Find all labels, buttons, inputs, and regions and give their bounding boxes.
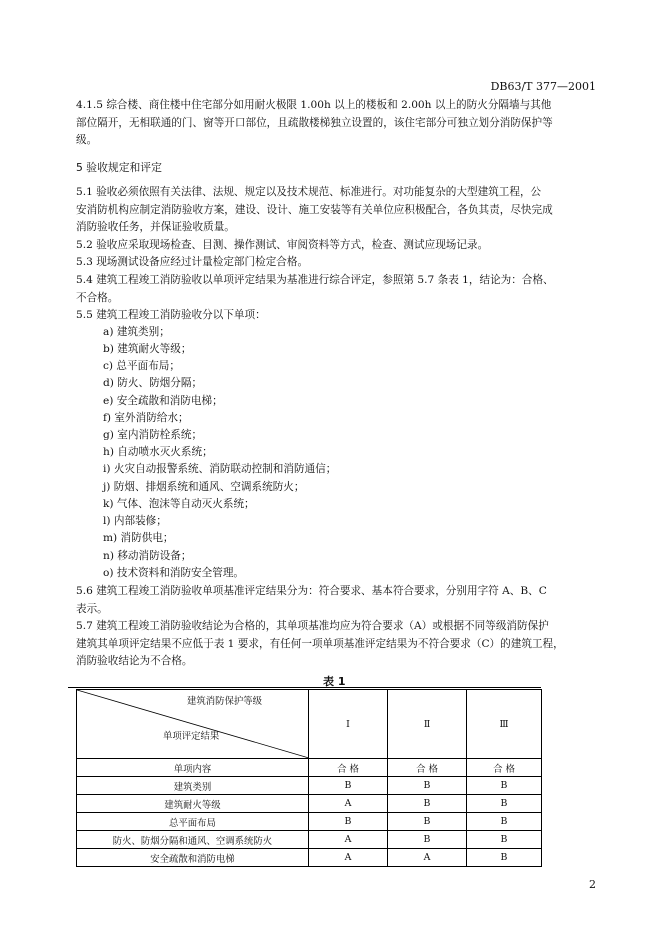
- cell: 合 格: [467, 759, 542, 777]
- list-item: b) 建筑耐火等级；: [103, 343, 192, 355]
- row-label: 建筑类别: [77, 777, 309, 795]
- cell: B: [388, 777, 467, 795]
- cell: 合 格: [388, 759, 467, 777]
- clause-line: 消防验收任务，并保证验收质量。: [76, 221, 235, 233]
- clause-5-4: [76, 272, 600, 307]
- list-item: e) 安全疏散和消防电梯；: [103, 395, 223, 407]
- diag-top-label: 建筑消防保护等级: [187, 696, 263, 707]
- cell: B: [309, 777, 388, 795]
- cell: A: [388, 849, 467, 867]
- table-top-rule: [68, 687, 541, 688]
- row-label: 安全疏散和消防电梯: [77, 849, 309, 867]
- clause-line: 表示。: [76, 602, 108, 615]
- cell: A: [309, 831, 388, 849]
- row-label: 单项内容: [77, 759, 309, 777]
- clause-5-7: [76, 618, 600, 671]
- clause-line: 消防验收结论为不合格。: [76, 655, 193, 667]
- cell: 合 格: [309, 759, 388, 777]
- table-row: [77, 759, 542, 777]
- table-row: [77, 849, 542, 867]
- list-item: i) 火灾自动报警系统、消防联动控制和消防通信；: [103, 463, 337, 475]
- row-label: 防火、防烟分隔和通风、空调系统防火: [77, 831, 309, 849]
- cell: A: [309, 795, 388, 813]
- list-item: l) 内部装修；: [103, 515, 167, 527]
- page-number: 2: [589, 878, 596, 891]
- cell: B: [467, 813, 542, 831]
- table-caption: 表 1: [323, 675, 346, 688]
- clause-line: 级。: [76, 134, 98, 146]
- list-item: f) 室外消防给水；: [103, 412, 189, 424]
- diagonal-header-cell: [77, 690, 309, 759]
- table-row: [77, 831, 542, 849]
- cell: B: [467, 849, 542, 867]
- list-item: n) 移动消防设备；: [103, 550, 192, 562]
- table-row: [77, 777, 542, 795]
- cell: A: [309, 849, 388, 867]
- list-item: a) 建筑类别；: [103, 326, 170, 338]
- level-header: Ⅱ: [388, 690, 467, 759]
- cell: B: [467, 831, 542, 849]
- list-item: k) 气体、泡沫等自动灭火系统；: [103, 498, 255, 510]
- list-item: g) 室内消防栓系统；: [103, 429, 203, 441]
- cell: B: [467, 777, 542, 795]
- cell: B: [388, 831, 467, 849]
- cell: B: [388, 795, 467, 813]
- level-header: Ⅰ: [309, 690, 388, 759]
- clause-5-2: 5.2 验收应采取现场检查、目测、操作测试、审阅资料等方式，检查、测试应现场记录。: [76, 239, 489, 251]
- clause-line: 4.1.5 综合楼、商住楼中住宅部分如用耐火极限 1.00h 以上的楼板和 2.00h 以上的防火分隔墙与其他: [76, 99, 552, 111]
- clause-5-5: 5.5 建筑工程竣工消防验收分以下单项：: [76, 309, 266, 321]
- diag-bottom-label: 单项评定结果: [163, 731, 220, 742]
- list-item: m) 消防供电；: [103, 532, 174, 544]
- list-item: d) 防火、防烟分隔；: [103, 377, 203, 389]
- clause-5-3: 5.3 现场测试设备应经过计量检定部门检定合格。: [76, 256, 309, 268]
- table-row: [77, 813, 542, 831]
- cell: B: [467, 795, 542, 813]
- list-item: c) 总平面布局；: [103, 360, 180, 372]
- clause-line: 安消防机构应制定消防验收方案，建设、设计、施工安装等有关单位应积极配合，各负其责，尽快完成: [76, 203, 553, 216]
- clause-4-1-5: [76, 97, 600, 150]
- clause-line: 5.7 建筑工程竣工消防验收结论为合格的，其单项基准均应为符合要求（A）或根据不同等级消防保护: [76, 620, 549, 632]
- clause-line: 建筑其单项评定结果不应低于表 1 要求，有任何一项单项基准评定结果为不符合要求（C）的建筑工程，: [76, 637, 564, 650]
- clause-line: 5.4 建筑工程竣工消防验收以单项评定结果为基准进行综合评定，参照第 5.7 条表 1，结论为：合格、: [76, 274, 554, 286]
- list-item: j) 防烟、排烟系统和通风、空调系统防火；: [103, 481, 305, 493]
- level-header: Ⅲ: [467, 690, 542, 759]
- cell: B: [388, 813, 467, 831]
- table-1: [76, 689, 542, 867]
- row-label: 建筑耐火等级: [77, 795, 309, 813]
- clause-5-1: [76, 184, 600, 237]
- clause-line: 5.1 验收必须依照有关法律、法规、规定以及技术规范、标准进行。对功能复杂的大型建筑工程，公: [76, 186, 542, 198]
- list-item: h) 自动喷水灭火系统；: [103, 446, 213, 458]
- clause-line: 5.6 建筑工程竣工消防验收单项基准评定结果分为：符合要求、基本符合要求，分别用字符 A、B、C: [76, 585, 547, 597]
- table-row: [77, 795, 542, 813]
- document-id: DB63/T 377—2001: [490, 80, 596, 93]
- cell: B: [309, 813, 388, 831]
- clause-line: 不合格。: [76, 291, 119, 304]
- section-5-title: 5 验收规定和评定: [76, 161, 162, 174]
- clause-line: 部位隔开，无相联通的门、窗等开口部位，且疏散楼梯独立设置的，该住宅部分可独立划分消防保护等: [76, 116, 553, 129]
- list-item: o) 技术资料和消防安全管理。: [103, 567, 245, 579]
- clause-5-6: [76, 583, 600, 618]
- row-label: 总平面布局: [77, 813, 309, 831]
